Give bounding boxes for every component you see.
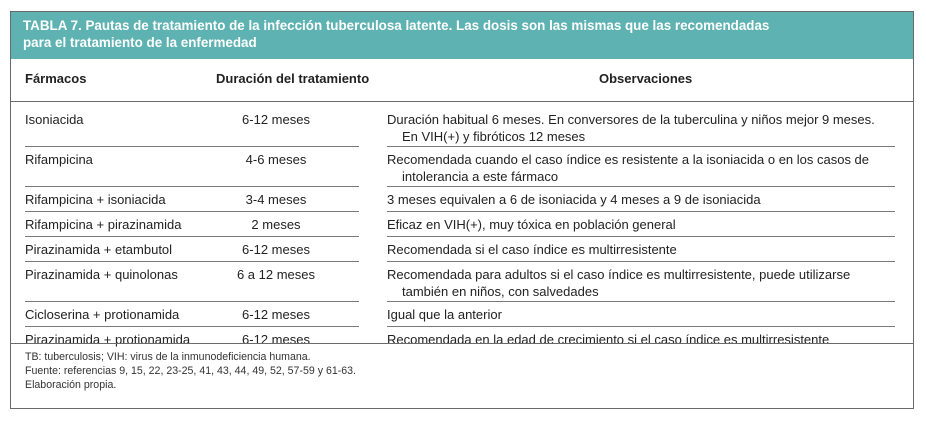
cell-duration: 6-12 meses	[242, 307, 310, 322]
header-drug: Fármacos	[25, 71, 87, 86]
cell-drug: Rifampicina + isoniacida	[25, 192, 166, 207]
cell-notes	[387, 111, 907, 145]
cell-notes	[387, 191, 907, 208]
table-title	[11, 12, 913, 59]
table-row	[11, 107, 913, 147]
cell-drug: Cicloserina + protionamida	[25, 307, 180, 322]
cell-duration: 2 meses	[251, 217, 301, 232]
footnote-abbreviations: TB: tuberculosis; VIH: virus de la inmunodeficiencia humana.	[25, 351, 311, 363]
cell-duration: 4-6 meses	[245, 152, 307, 167]
cell-notes	[387, 216, 907, 233]
cell-drug: Pirazinamida + etambutol	[25, 242, 173, 257]
cell-duration: 6-12 meses	[242, 112, 310, 127]
cell-notes	[387, 241, 907, 258]
treatment-table	[10, 11, 914, 409]
cell-notes	[387, 151, 907, 185]
cell-drug: Rifampicina + pirazinamida	[25, 217, 182, 232]
cell-notes	[387, 266, 907, 300]
cell-drug: Pirazinamida + quinolonas	[25, 267, 178, 282]
footnote-credit: Elaboración propia.	[25, 379, 117, 391]
cell-notes-line: Igual que la anterior	[387, 307, 502, 322]
header-duration: Duración del tratamiento	[216, 71, 370, 86]
cell-notes-line: Recomendada si el caso índice es multirresistente	[387, 242, 677, 257]
cell-drug: Pirazinamida + protionamida	[25, 332, 191, 347]
header-notes: Observaciones	[599, 71, 693, 86]
table-footnotes	[11, 343, 913, 392]
cell-duration: 6-12 meses	[242, 242, 310, 257]
cell-notes-line: Duración habitual 6 meses. En conversores de la tuberculina y niños mejor 9 meses.	[387, 112, 875, 127]
table-row	[11, 212, 913, 237]
table-header-row	[11, 59, 913, 102]
cell-notes-line: En VIH(+) y fibróticos 12 meses	[402, 129, 586, 144]
cell-notes-line: Recomendada en la edad de crecimiento si el caso índice es multirresistente	[387, 332, 830, 347]
table-body	[11, 102, 913, 352]
cell-duration: 6 a 12 meses	[236, 267, 316, 282]
table-title-line-2: para el tratamiento de la enfermedad	[23, 35, 257, 50]
cell-notes-line: Recomendada para adultos si el caso índice es multirresistente, puede utilizarse	[387, 267, 851, 282]
cell-drug: Rifampicina	[25, 152, 93, 167]
cell-notes-line: 3 meses equivalen a 6 de isoniacida y 4 meses a 9 de isoniacida	[387, 192, 761, 207]
cell-notes-line: intolerancia a este fármaco	[402, 169, 559, 184]
table-title-line-1: TABLA 7. Pautas de tratamiento de la infección tuberculosa latente. Las dosis son las mismas que las recomendadas	[23, 18, 770, 33]
table-row	[11, 302, 913, 327]
table-row	[11, 187, 913, 212]
table-row	[11, 147, 913, 187]
table-row	[11, 262, 913, 302]
cell-duration: 3-4 meses	[245, 192, 307, 207]
cell-notes	[387, 306, 907, 323]
cell-notes-line: Recomendada cuando el caso índice es resistente a la isoniacida o en los casos de	[387, 152, 870, 167]
cell-notes-line: también en niños, con salvedades	[402, 284, 599, 299]
table-row	[11, 237, 913, 262]
cell-notes-line: Eficaz en VIH(+), muy tóxica en población general	[387, 217, 676, 232]
cell-duration: 6-12 meses	[242, 332, 310, 347]
footnote-source: Fuente: referencias 9, 15, 22, 23-25, 41, 43, 44, 49, 52, 57-59 y 61-63.	[25, 365, 356, 377]
cell-drug: Isoniacida	[25, 112, 84, 127]
